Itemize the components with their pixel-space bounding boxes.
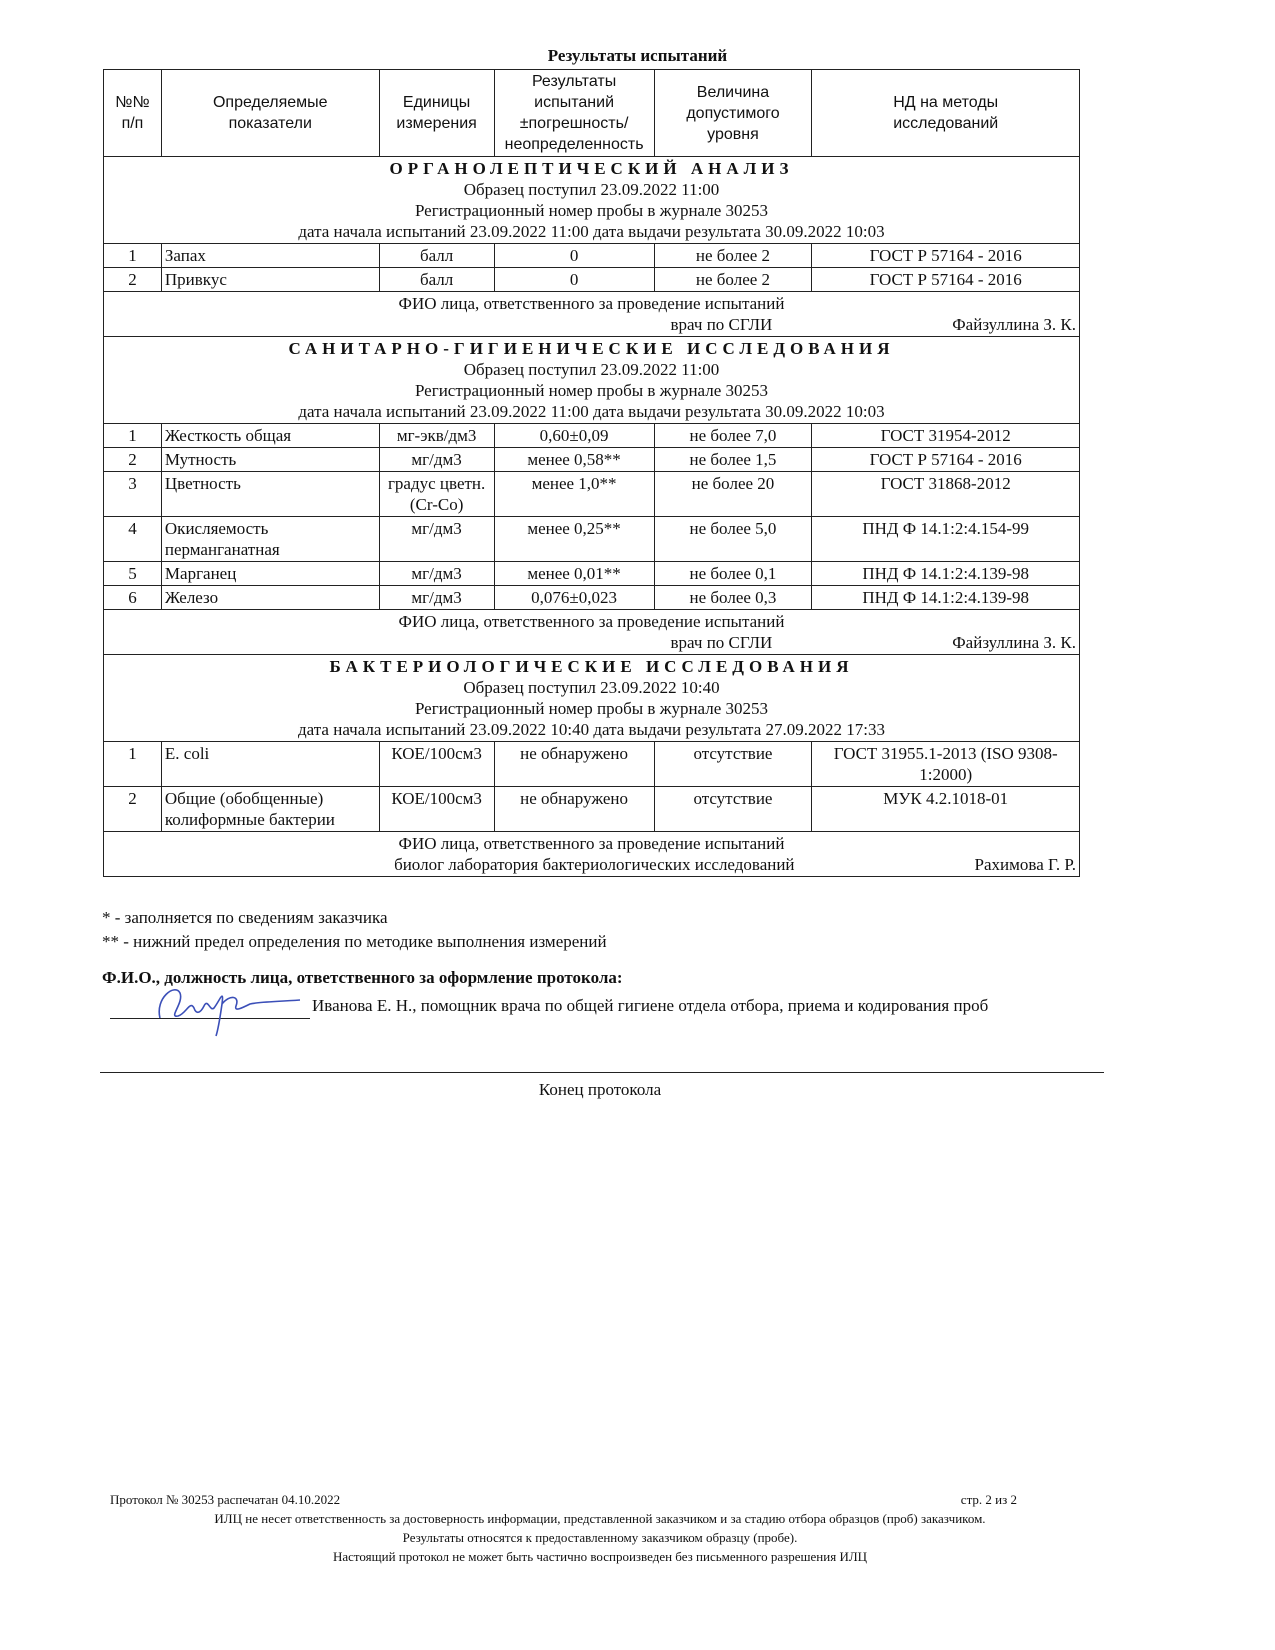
row-number: 6 [104, 586, 162, 610]
test-dates: дата начала испытаний 23.09.2022 11:00 дата выдачи результата 30.09.2022 10:03 [298, 402, 885, 421]
sample-received: Образец поступил 23.09.2022 11:00 [463, 180, 720, 199]
permissible-level: не более 7,0 [654, 424, 812, 448]
responsible-cell [104, 610, 1080, 655]
method-document: ПНД Ф 14.1:2:4.154-99 [812, 517, 1080, 562]
end-of-protocol: Конец протокола [538, 1080, 662, 1099]
header-row [104, 70, 1080, 157]
responsible-label: ФИО лица, ответственного за проведение испытаний [398, 294, 785, 313]
permissible-level: не более 0,1 [654, 562, 812, 586]
method-document: ГОСТ Р 57164 - 2016 [812, 244, 1080, 268]
result-value: менее 0,01** [494, 562, 654, 586]
section-header [104, 337, 1080, 424]
test-dates: дата начала испытаний 23.09.2022 10:40 дата выдачи результата 27.09.2022 17:33 [298, 720, 885, 739]
table-row [104, 448, 1080, 472]
column-header: №№ п/п [104, 70, 162, 157]
table-row [104, 424, 1080, 448]
method-document: ПНД Ф 14.1:2:4.139-98 [812, 562, 1080, 586]
table-row [104, 244, 1080, 268]
unit: градус цветн.(Cr-Co) [379, 472, 494, 517]
protocol-responsible-person: Иванова Е. Н., помощник врача по общей гигиене отдела отбора, приема и кодирования проб [312, 996, 989, 1015]
method-document: ГОСТ 31955.1-2013 (ISO 9308-1:2000) [812, 742, 1080, 787]
column-header: НД на методы исследований [812, 70, 1080, 157]
responsible-role: врач по СГЛИ [670, 315, 773, 334]
indicator-name: Железо [161, 586, 379, 610]
method-document: ГОСТ Р 57164 - 2016 [812, 448, 1080, 472]
column-header: Определяемые показатели [161, 70, 379, 157]
divider [100, 1072, 1104, 1073]
indicator-name: Окисляемость перманганатная [161, 517, 379, 562]
permissible-level: отсутствие [654, 787, 812, 832]
unit: балл [379, 244, 494, 268]
permissible-level: не более 20 [654, 472, 812, 517]
permissible-level: не более 2 [654, 268, 812, 292]
indicator-name: Мутность [161, 448, 379, 472]
responsible-role: врач по СГЛИ [670, 633, 773, 652]
unit: мг/дм3 [379, 448, 494, 472]
responsible-label: ФИО лица, ответственного за проведение испытаний [398, 834, 785, 853]
row-number: 5 [104, 562, 162, 586]
method-document: ГОСТ 31954-2012 [812, 424, 1080, 448]
table-row [104, 268, 1080, 292]
responsible-row [104, 610, 1080, 655]
indicator-name: E. coli [161, 742, 379, 787]
registration-number: Регистрационный номер пробы в журнале 30253 [414, 381, 769, 400]
row-number: 4 [104, 517, 162, 562]
column-header: Результаты испытаний ±погрешность/ неопределенность [494, 70, 654, 157]
row-number: 1 [104, 742, 162, 787]
table-row [104, 517, 1080, 562]
result-value: менее 1,0** [494, 472, 654, 517]
table-row [104, 562, 1080, 586]
row-number: 3 [104, 472, 162, 517]
disclaimer-line: Настоящий протокол не может быть частично воспроизведен без письменного разрешения ИЛЦ [332, 1549, 868, 1564]
permissible-level: не более 0,3 [654, 586, 812, 610]
result-value: не обнаружено [494, 742, 654, 787]
handwritten-signature [150, 978, 310, 1038]
footnote: ** - нижний предел определения по методике выполнения измерений [102, 932, 607, 951]
section-title: САНИТАРНО-ГИГИЕНИЧЕСКИЕ ИССЛЕДОВАНИЯ [288, 339, 895, 358]
table-row [104, 742, 1080, 787]
indicator-name: Привкус [161, 268, 379, 292]
indicator-name: Запах [161, 244, 379, 268]
result-value: менее 0,25** [494, 517, 654, 562]
responsible-cell [104, 832, 1080, 877]
responsible-role: биолог лаборатория бактериологических исследований [394, 855, 795, 874]
responsible-name: Рахимова Г. Р. [974, 855, 1076, 874]
section-title: БАКТЕРИОЛОГИЧЕСКИЕ ИССЛЕДОВАНИЯ [329, 657, 854, 676]
responsible-name: Файзуллина З. К. [952, 315, 1076, 334]
indicator-name: Марганец [161, 562, 379, 586]
registration-number: Регистрационный номер пробы в журнале 30253 [414, 201, 769, 220]
unit: мг/дм3 [379, 562, 494, 586]
printed-info: Протокол № 30253 распечатан 04.10.2022 [110, 1492, 341, 1507]
row-number: 2 [104, 448, 162, 472]
responsible-cell [104, 292, 1080, 337]
section-title: ОРГАНОЛЕПТИЧЕСКИЙ АНАЛИЗ [389, 159, 794, 178]
permissible-level: не более 5,0 [654, 517, 812, 562]
footer [0, 1490, 1275, 1566]
result-value: 0 [494, 244, 654, 268]
registration-number: Регистрационный номер пробы в журнале 30253 [414, 699, 769, 718]
protocol-responsible-label: Ф.И.О., должность лица, ответственного за оформление протокола: [102, 968, 623, 987]
page-number: стр. 2 из 2 [960, 1492, 1017, 1507]
table-row [104, 586, 1080, 610]
table-row [104, 472, 1080, 517]
unit: КОЕ/100см3 [379, 787, 494, 832]
responsible-row [104, 832, 1080, 877]
unit: мг/дм3 [379, 517, 494, 562]
permissible-level: отсутствие [654, 742, 812, 787]
indicator-name: Жесткость общая [161, 424, 379, 448]
unit: балл [379, 268, 494, 292]
responsible-row [104, 292, 1080, 337]
row-number: 2 [104, 268, 162, 292]
footnotes [102, 906, 607, 954]
sample-received: Образец поступил 23.09.2022 11:00 [463, 360, 720, 379]
indicator-name: Цветность [161, 472, 379, 517]
permissible-level: не более 1,5 [654, 448, 812, 472]
result-value: не обнаружено [494, 787, 654, 832]
column-header: Единицы измерения [379, 70, 494, 157]
table-row [104, 787, 1080, 832]
result-value: 0,60±0,09 [494, 424, 654, 448]
responsible-label: ФИО лица, ответственного за проведение испытаний [398, 612, 785, 631]
method-document: ПНД Ф 14.1:2:4.139-98 [812, 586, 1080, 610]
section-header-row [104, 655, 1080, 742]
section-header-row [104, 157, 1080, 244]
disclaimer-line: ИЛЦ не несет ответственность за достоверность информации, представленной заказчиком и за стадию отбора образцов (проб) заказчиком. [214, 1511, 986, 1526]
column-header: Величина допустимого уровня [654, 70, 812, 157]
responsible-name: Файзуллина З. К. [952, 633, 1076, 652]
result-value: менее 0,58** [494, 448, 654, 472]
test-dates: дата начала испытаний 23.09.2022 11:00 дата выдачи результата 30.09.2022 10:03 [298, 222, 885, 241]
row-number: 1 [104, 244, 162, 268]
footnote: * - заполняется по сведениям заказчика [102, 908, 388, 927]
row-number: 2 [104, 787, 162, 832]
method-document: ГОСТ Р 57164 - 2016 [812, 268, 1080, 292]
section-header [104, 655, 1080, 742]
doc-title: Результаты испытаний [547, 46, 728, 65]
results-table [103, 69, 1080, 877]
row-number: 1 [104, 424, 162, 448]
section-header-row [104, 337, 1080, 424]
unit: мг-экв/дм3 [379, 424, 494, 448]
indicator-name: Общие (обобщенные) колиформные бактерии [161, 787, 379, 832]
disclaimer-line: Результаты относятся к предоставленному заказчиком образцу (пробе). [402, 1530, 798, 1545]
results-body [104, 157, 1080, 877]
result-value: 0,076±0,023 [494, 586, 654, 610]
method-document: МУК 4.2.1018-01 [812, 787, 1080, 832]
method-document: ГОСТ 31868-2012 [812, 472, 1080, 517]
sample-received: Образец поступил 23.09.2022 10:40 [463, 678, 720, 697]
result-value: 0 [494, 268, 654, 292]
section-header [104, 157, 1080, 244]
unit: КОЕ/100см3 [379, 742, 494, 787]
unit: мг/дм3 [379, 586, 494, 610]
permissible-level: не более 2 [654, 244, 812, 268]
